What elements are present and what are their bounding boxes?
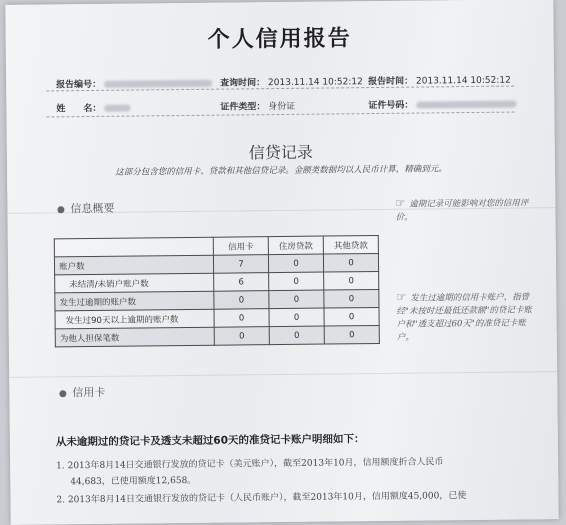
summary-cell: 0 (269, 290, 324, 309)
overdue-definition-text: 发生过逾期的信用卡账户，指曾经"未按时还最低还款额"的贷记卡账户和"透支超过60天"的准贷记卡账户。 (396, 292, 532, 343)
summary-table (54, 235, 380, 347)
paper-crease (9, 371, 557, 378)
section-title: 信贷记录 (248, 142, 313, 163)
pointing-hand-icon: ☞ (396, 290, 407, 304)
summary-cell: 0 (269, 308, 324, 327)
credit-card-heading-text: 信用卡 (72, 385, 106, 400)
id-type (220, 99, 295, 113)
report-page (5, 0, 558, 525)
redacted-name (104, 105, 130, 112)
overdue-note-text: 逾期记录可能影响对您的信用评价。 (395, 198, 529, 223)
id-number (368, 97, 516, 112)
summary-cell: 0 (214, 327, 269, 346)
query-time-value: 2013.11.14 10:52:12 (267, 77, 363, 89)
summary-heading-text: 信息概要 (70, 201, 115, 216)
credit-card-heading (59, 384, 105, 400)
summary-cell: 7 (213, 255, 268, 274)
redacted-id-number (416, 101, 516, 109)
summary-cell: 0 (324, 307, 379, 326)
summary-cell: 0 (324, 289, 379, 308)
id-type-value: 身份证 (268, 101, 296, 113)
summary-cell: 0 (324, 325, 379, 344)
summary-row-label: 发生过逾期的账户数 (55, 291, 214, 311)
summary-cell: 0 (324, 271, 379, 290)
summary-heading (57, 200, 114, 217)
query-time-label: 查询时间： (220, 78, 266, 89)
summary-col-header: 其他贷款 (323, 235, 378, 254)
summary-row-label: 发生过90天以上逾期的账户数 (55, 309, 214, 329)
summary-cell: 0 (323, 253, 378, 272)
summary-col-header: 信用卡 (213, 237, 268, 256)
section-subtitle: 这部分包含您的信用卡、贷款和其他信贷记录。金额类数据均以人民币计算，精确到元。 (115, 164, 447, 178)
credit-card-detail-title: 从未逾期过的贷记卡及透支未超过60天的准贷记卡账户明细如下： (55, 433, 365, 449)
pointing-hand-icon: ☞ (395, 196, 406, 210)
name-label: 姓 名： (56, 103, 102, 115)
summary-row-label: 未结清/未销户账户数 (55, 273, 214, 293)
id-number-label: 证件号码： (368, 100, 414, 112)
summary-row (55, 325, 379, 346)
report-time-label: 报告时间： (368, 76, 414, 88)
summary-row-label: 账户数 (54, 255, 213, 275)
summary-row-label: 为他人担保笔数 (55, 327, 214, 347)
credit-card-item-2-line-1: 2. 2013年8月14日交通银行发放的贷记卡（人民币账户），截至2013年10月，信用额度45,000，已使 (56, 491, 467, 506)
report-time-value: 2013.11.14 10:52:12 (415, 75, 511, 87)
credit-card-item-1-line-1: 1. 2013年8月14日交通银行发放的贷记卡（美元账户），截至2013年10月，信用额度折合人民币 (56, 457, 444, 472)
redacted-report-number (104, 80, 212, 88)
summary-cell: 0 (214, 291, 269, 310)
name-field (56, 101, 130, 115)
bullet-icon (57, 206, 64, 213)
bullet-icon (59, 390, 66, 397)
id-type-label: 证件类型： (220, 102, 266, 113)
overdue-definition-note (396, 289, 535, 344)
overdue-note (395, 195, 533, 224)
summary-cell: 6 (214, 273, 269, 292)
summary-cell: 0 (269, 326, 324, 345)
credit-card-item-1-line-2: 44,683，已使用额度12,658。 (70, 475, 197, 488)
summary-cell: 0 (214, 309, 269, 328)
summary-header-blank (54, 237, 213, 257)
summary-cell: 0 (269, 272, 324, 291)
report-number-label: 报告编号： (56, 79, 102, 91)
report-title: 个人信用报告 (207, 26, 352, 53)
summary-col-header: 住房贷款 (268, 236, 323, 255)
summary-cell: 0 (268, 254, 323, 273)
